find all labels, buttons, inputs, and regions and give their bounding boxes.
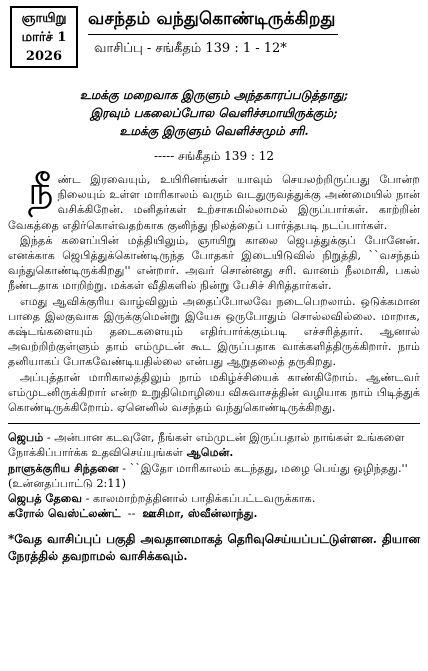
- author-place: ஊசிமா, ஸ்வீன்லாந்து.: [142, 506, 258, 521]
- paragraph: [8, 168, 420, 233]
- date-year: 2026: [25, 48, 63, 64]
- closing-sections: [8, 430, 420, 521]
- verse-line: உமக்கு இருளும் வெளிச்சமும் சரி.: [119, 124, 309, 138]
- prayer-label: ஜெபம்: [8, 430, 44, 445]
- verse-line: இரவும் பகலைப்போல வெளிச்சமாயிருக்கும்;: [90, 106, 338, 120]
- date-box: [10, 6, 78, 68]
- devotional-body: [8, 168, 420, 415]
- date-month-day: மார்ச் 1: [21, 29, 67, 45]
- paragraph: எமது ஆவிக்குரிய வாழ்விலும் அதைப்போலவே நடைபெறலாம். ஒடுக்கமான பாதை இலகுவாக இருக்குமென்று இயேசு ஒருபோதும் சொல்லவில்லை. மாறாக, கஷ்டங்களையும் தடைகளையும் எதிர்பார்க்கும்படி எச்சரித்தார். ஆனால் அவற்றிற்குள்ளும் தாம் எம்முடன் கூட இருப்பதாக வாக்களித்திருக்கிறார். நாம் தனியாகப் போகவேண்டியதில்லை என்பது ஆறுதலைத் தருகிறது.: [8, 294, 420, 369]
- thought-text: - ``இதோ மாரிகாலம் கடந்தது, மழை பெய்து ஒழிந்தது.'' (உன்னதப்பாட்டு 2:11): [8, 461, 408, 490]
- title-divider: [88, 34, 338, 35]
- prayer-need-section: [8, 491, 420, 506]
- amen-text: ஆமென்.: [182, 445, 234, 460]
- section-divider: [8, 423, 420, 424]
- header-titles: [78, 4, 420, 57]
- prayer-need-label: ஜெபத் தேவை: [8, 491, 83, 506]
- paragraph: அப்புத்தான் மாரிகாலத்திலும் நாம் மகிழ்ச்சியைக் காண்கிறோம். ஆண்டவர் எம்முடனிருக்கிறார் என்ற உறுதிமொழியை விசுவாசத்தின் வழியாக நாம் பிடித்துக் கொண்டிருக்கிறோம். ஏனெனில் வசந்தம் வந்துகொண்டிருக்கிறது.: [8, 370, 420, 415]
- key-verse: [8, 86, 420, 140]
- footer-note: *வேத வாசிப்புப் பகுதி அவதானமாகத் தெரிவுசெய்யப்பட்டுள்ளன. தியான நேரத்தில் தவறாமல் வாசிக்கவும்.: [8, 532, 420, 564]
- paragraph: இந்தக் களைப்பின் மத்தியிலும், ஞாயிறு காலை ஜெபத்துக்குப் போனேன். எனக்காக ஜெபித்துக்கொண்டிருந்த போதகர் இடையிடுவில் நிறுத்தி, ``வசந்தம் வந்துகொண்டிருக்கிறது'' என்றார். அவர் சொன்னது சரி. வானம் நீலமாகி, பகல் நீண்டதாக மாறிற்று. மக்கள் வீதிகளில் நின்று பேசிச் சிரித்தார்கள்.: [8, 233, 420, 293]
- prayer-text: - அன்பான கடவுளே, நீங்கள் எம்முடன் இருப்பதால் நாங்கள் உங்களை நோக்கிப்பார்க்க உதவிசெய்யுங்கள்: [8, 431, 405, 460]
- verse-reference: ----- சங்கீதம் 139 : 12: [153, 149, 275, 163]
- prayer-section: [8, 430, 420, 460]
- author-separator: --: [120, 507, 143, 521]
- page-title: வசந்தம் வந்துகொண்டிருக்கிறது: [88, 9, 336, 29]
- header: [8, 4, 420, 70]
- verse-line: உமக்கு மறைவாக இருளும் அந்தகாரப்படுத்தாது;: [79, 88, 349, 102]
- thought-section: [8, 461, 420, 491]
- drop-cap: நீ: [28, 168, 54, 214]
- thought-label: நாளுக்குரிய சிந்தனை: [8, 460, 119, 475]
- author-name: கரோல் வெஸ்ட்லண்ட்: [8, 506, 121, 521]
- date-day-name: ஞாயிறு: [21, 10, 67, 26]
- scripture-reading: வாசிப்பு - சங்கீதம் 139 : 1 - 12*: [94, 41, 287, 56]
- prayer-need-text: - காலமாற்றத்தினால் பாதிக்கப்பட்டவருக்காக.: [82, 492, 316, 506]
- paragraph-text: ண்ட இரவையும், உயிரினங்கள் யாவும் செயலற்றிருப்பது போன்ற நிலையும் உள்ள மாரிகாலம் வரும் வடதுருவத்துக்கு அண்மையில் நான் வசிக்கிறேன். மனிதர்கள் உற்சாகமில்லாமல் இருப்பார்கள். காற்றின் வேகத்தை எதிர்கொள்வதற்காக குனிந்து நிலத்தைப் பார்த்தபடி நடப்பார்கள்.: [8, 173, 420, 232]
- author-line: [8, 506, 420, 521]
